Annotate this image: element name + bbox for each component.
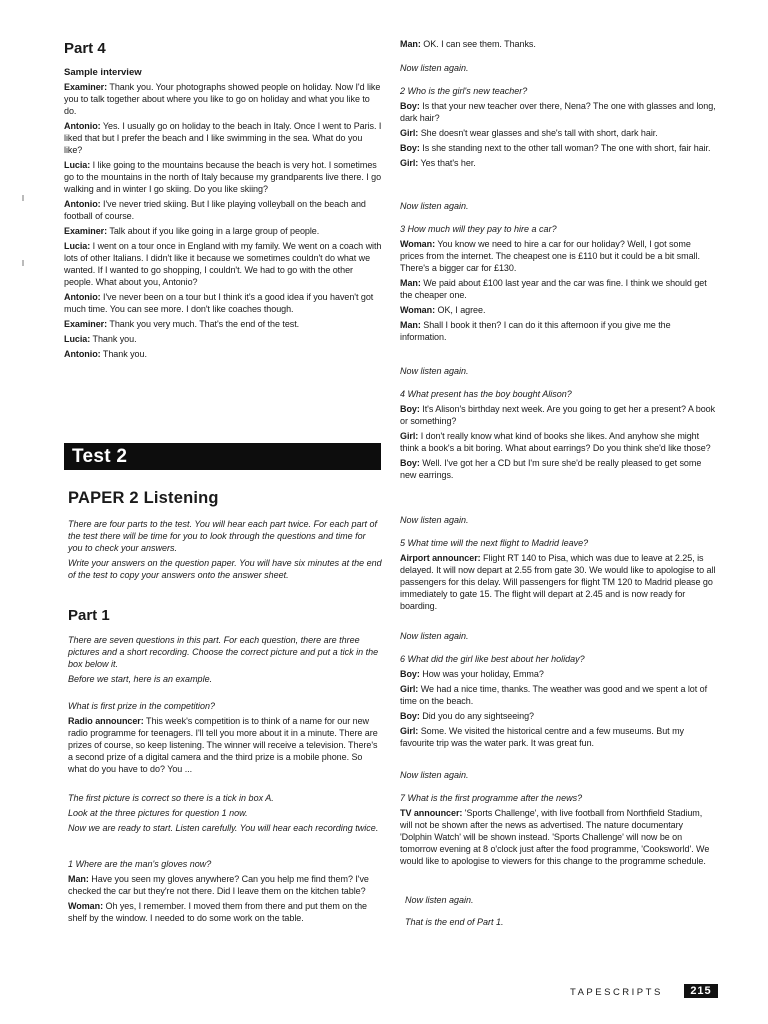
example-note: Now we are ready to start. Listen carefully. You will hear each recording twice. bbox=[68, 823, 379, 833]
interview-block bbox=[64, 81, 382, 363]
q6-block bbox=[400, 653, 716, 752]
page-number: 215 bbox=[684, 984, 718, 998]
interview-line: Lucia: Thank you. bbox=[64, 334, 137, 344]
q4-line: Girl: I don't really know what kind of books she likes. And anyhow she might think a book's a bit boring. What about earrings? Do you think she'd like those? bbox=[400, 431, 711, 453]
right-top bbox=[400, 38, 716, 53]
scan-mark bbox=[22, 260, 24, 266]
interview-line: Antonio: Yes. I usually go on holiday to the beach in Italy. Once I went to Paris. I liked that but I prefer the beach and I like swimming in the sea. What do you like? bbox=[64, 121, 382, 155]
q1-block bbox=[68, 858, 382, 927]
q3-line: Man: We paid about £100 last year and the car was fine. I think we should get the cheaper one. bbox=[400, 278, 707, 300]
part1-heading: Part 1 bbox=[68, 607, 110, 624]
example-question: What is first prize in the competition? bbox=[68, 701, 216, 711]
interview-line: Lucia: I went on a tour once in England with my family. We went on a coach with lots of other Italians. I didn't like it because we sometimes couldn't do what we wanted. If I wanted to go shopping, I couldn't. We had to go with the other people. What about you, Antonio? bbox=[64, 241, 382, 287]
sample-interview-heading: Sample interview bbox=[64, 67, 142, 78]
interview-line: Examiner: Talk about if you like going in a large group of people. bbox=[64, 226, 320, 236]
q3-question: 3 How much will they pay to hire a car? bbox=[400, 224, 557, 234]
q1-line: Man: Have you seen my gloves anywhere? Can you help me find them? I've checked the car but they're not there. Did I leave them on the kitchen table? bbox=[68, 874, 369, 896]
interview-line: Antonio: I've never been on a tour but I think it's a good idea if you haven't got much time. You can see more. I don't like coaches though. bbox=[64, 292, 374, 314]
q7-question: 7 What is the first programme after the news? bbox=[400, 793, 583, 803]
q5-line: Airport announcer: Flight RT 140 to Pisa, which was due to leave at 2.25, is delayed. It will now depart at 2.55 from gate 30. We would like to apologise to all passengers for this delay. Will passengers for flight TM 120 to Madrid please go immediately to gate 15. The flight will depart at 2.45 and is now ready for boarding. bbox=[400, 553, 716, 611]
interview-line: Antonio: Thank you. bbox=[64, 349, 147, 359]
example-notes bbox=[68, 792, 382, 837]
q6-question: 6 What did the girl like best about her holiday? bbox=[400, 654, 585, 664]
example-note: Look at the three pictures for question 1 now. bbox=[68, 808, 248, 818]
intro-paragraph: There are four parts to the test. You will hear each part twice. For each part of the test there will be time for you to look through the questions and time for you to check your answers. bbox=[68, 519, 377, 553]
q6-line: Boy: Did you do any sightseeing? bbox=[400, 711, 534, 721]
q2-line: Girl: Yes that's her. bbox=[400, 158, 476, 168]
interview-line: Lucia: I like going to the mountains because the beach is very hot. I sometimes go to the mountains in the north of Italy because my grandparents live there. I go walking and in winter I go skiing. Do you like skiing? bbox=[64, 160, 382, 194]
q6-line: Boy: How was your holiday, Emma? bbox=[400, 669, 544, 679]
end-of-part: That is the end of Part 1. bbox=[405, 917, 504, 927]
listen-again: Now listen again. bbox=[400, 770, 469, 780]
q4-question: 4 What present has the boy bought Alison? bbox=[400, 389, 572, 399]
part1-intro bbox=[68, 634, 382, 688]
q1-closing-line: Man: OK. I can see them. Thanks. bbox=[400, 39, 536, 49]
example-note: The first picture is correct so there is a tick in box A. bbox=[68, 793, 274, 803]
part1-intro-paragraph: Before we start, here is an example. bbox=[68, 674, 213, 684]
q4-line: Boy: Well. I've got her a CD but I'm sure she'd be really pleased to get some new earrings. bbox=[400, 458, 702, 480]
paper-intro bbox=[68, 518, 382, 584]
listen-again: Now listen again. bbox=[405, 895, 474, 905]
q2-question: 2 Who is the girl's new teacher? bbox=[400, 86, 528, 96]
listen-again: Now listen again. bbox=[400, 201, 469, 211]
listen-again: Now listen again. bbox=[400, 63, 469, 73]
scan-mark bbox=[22, 195, 24, 201]
q7-block bbox=[400, 792, 716, 870]
listen-again: Now listen again. bbox=[400, 631, 469, 641]
part4-heading: Part 4 bbox=[64, 40, 106, 57]
q2-line: Boy: Is that your new teacher over there, Nena? The one with glasses and long, dark hair? bbox=[400, 101, 716, 123]
q6-line: Girl: We had a nice time, thanks. The weather was good and we spent a lot of time on the beach. bbox=[400, 684, 708, 706]
q2-line: Boy: Is she standing next to the other tall woman? The one with short, fair hair. bbox=[400, 143, 711, 153]
paper-heading: PAPER 2 Listening bbox=[68, 489, 219, 507]
test-banner bbox=[64, 443, 381, 470]
q5-block bbox=[400, 537, 716, 615]
interview-line: Examiner: Thank you. Your photographs showed people on holiday. Now I'd like you to talk together about where you like to go on holiday and what you like to do. bbox=[64, 82, 381, 116]
footer-label: TAPESCRIPTS bbox=[570, 987, 663, 998]
interview-line: Examiner: Thank you very much. That's the end of the test. bbox=[64, 319, 300, 329]
q6-line: Girl: Some. We visited the historical centre and a few museums. But my favourite trip was the water park. It was great fun. bbox=[400, 726, 684, 748]
q2-line: Girl: She doesn't wear glasses and she's tall with short, dark hair. bbox=[400, 128, 658, 138]
listen-again: Now listen again. bbox=[400, 366, 469, 376]
example-line: Radio announcer: This week's competition is to think of a name for our new radio programme for teenagers. I'll tell you more about it in a minute. There are prizes of course, so keep listening. The winner will receive a television. There's a second prize of a digital camera and the third prize is a mobile phone. So what do you have to do? You ... bbox=[68, 716, 378, 774]
interview-line: Antonio: I've never tried skiing. But I like playing volleyball on the beach and football of course. bbox=[64, 199, 366, 221]
listen-again: Now listen again. bbox=[400, 515, 469, 525]
q3-line: Man: Shall I book it then? I can do it this afternoon if you give me the information. bbox=[400, 320, 671, 342]
q4-line: Boy: It's Alison's birthday next week. Are you going to get her a present? A book or something? bbox=[400, 404, 716, 426]
q3-line: Woman: You know we need to hire a car for our holiday? Well, I got some prices from the internet. The cheapest one is £110 but it could be a bit small. There's a bigger car for £130. bbox=[400, 239, 700, 273]
example-block bbox=[68, 700, 382, 778]
q7-line: TV announcer: 'Sports Challenge', with live football from Northfield Stadium, will not be shown after the news as advertised. The nature documentary 'Dolphin Watch' will be shown instead. 'Sports Challenge' will now be on tomorrow evening at 8 o'clock just after the food programme, 'Cooksworld'. We would like to apologise to viewers for this change to the programme schedule. bbox=[400, 808, 710, 866]
q1-line: Woman: Oh yes, I remember. I moved them from there and put them on the shelf by the window. I needed to do some work on the table. bbox=[68, 901, 367, 923]
intro-paragraph: Write your answers on the question paper. You will have six minutes at the end of the test to copy your answers onto the answer sheet. bbox=[68, 558, 382, 580]
q3-block bbox=[400, 223, 716, 346]
q4-block bbox=[400, 388, 716, 484]
q1-question: 1 Where are the man's gloves now? bbox=[68, 859, 212, 869]
part1-intro-paragraph: There are seven questions in this part. For each question, there are three pictures and a short recording. Choose the correct picture and put a tick in the box below it. bbox=[68, 635, 379, 669]
q2-block bbox=[400, 85, 716, 172]
q5-question: 5 What time will the next flight to Madrid leave? bbox=[400, 538, 589, 548]
test-banner-label: Test 2 bbox=[72, 446, 128, 467]
q3-line: Woman: OK, I agree. bbox=[400, 305, 486, 315]
